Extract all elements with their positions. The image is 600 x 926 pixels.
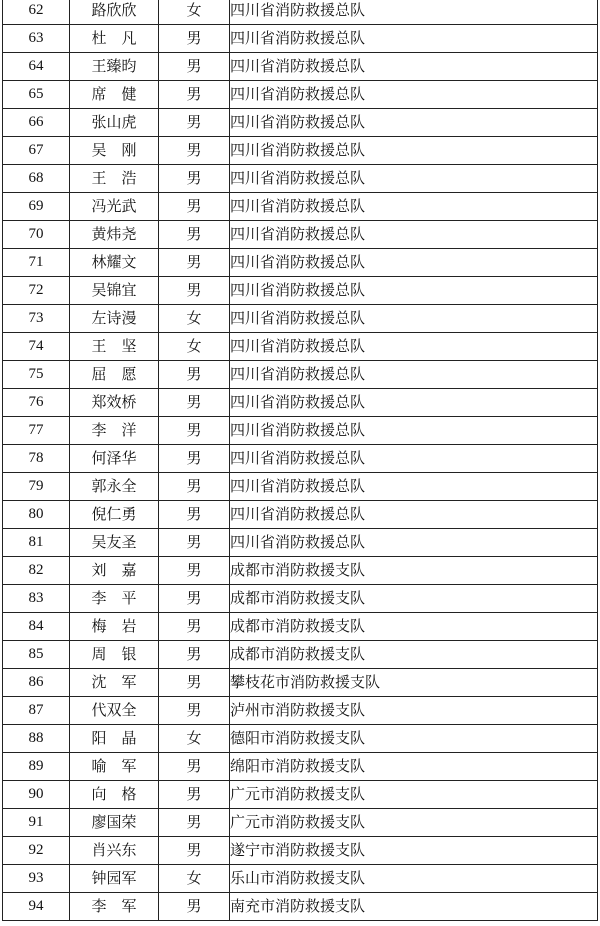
table-row: [3, 865, 598, 893]
name-cell: 王 浩: [70, 165, 159, 193]
unit-cell: 乐山市消防救援支队: [230, 865, 598, 893]
gender-cell: 男: [159, 669, 230, 697]
roster-table-body: [3, 0, 598, 921]
gender-cell: 男: [159, 837, 230, 865]
table-row: [3, 53, 598, 81]
gender-cell: 男: [159, 529, 230, 557]
table-row: [3, 837, 598, 865]
unit-cell: 四川省消防救援总队: [230, 333, 598, 361]
gender-cell: 男: [159, 25, 230, 53]
name-cell: 郭永全: [70, 473, 159, 501]
row-number-cell: 68: [3, 165, 70, 193]
unit-cell: 绵阳市消防救援支队: [230, 753, 598, 781]
name-cell: 林耀文: [70, 249, 159, 277]
unit-cell: 四川省消防救援总队: [230, 361, 598, 389]
row-number-cell: 72: [3, 277, 70, 305]
name-cell: 路欣欣: [70, 0, 159, 25]
row-number-cell: 93: [3, 865, 70, 893]
gender-cell: 女: [159, 333, 230, 361]
unit-cell: 成都市消防救援支队: [230, 641, 598, 669]
unit-cell: 成都市消防救援支队: [230, 585, 598, 613]
table-row: [3, 165, 598, 193]
table-row: [3, 109, 598, 137]
roster-table: [2, 0, 598, 921]
name-cell: 肖兴东: [70, 837, 159, 865]
row-number-cell: 73: [3, 305, 70, 333]
name-cell: 向 格: [70, 781, 159, 809]
table-row: [3, 389, 598, 417]
gender-cell: 男: [159, 277, 230, 305]
table-row: [3, 249, 598, 277]
table-row: [3, 753, 598, 781]
table-row: [3, 137, 598, 165]
row-number-cell: 89: [3, 753, 70, 781]
row-number-cell: 63: [3, 25, 70, 53]
row-number-cell: 88: [3, 725, 70, 753]
row-number-cell: 80: [3, 501, 70, 529]
unit-cell: 四川省消防救援总队: [230, 277, 598, 305]
table-row: [3, 0, 598, 25]
name-cell: 阳 晶: [70, 725, 159, 753]
row-number-cell: 90: [3, 781, 70, 809]
gender-cell: 男: [159, 165, 230, 193]
gender-cell: 男: [159, 893, 230, 921]
table-row: [3, 585, 598, 613]
row-number-cell: 76: [3, 389, 70, 417]
table-row: [3, 669, 598, 697]
row-number-cell: 84: [3, 613, 70, 641]
gender-cell: 男: [159, 249, 230, 277]
table-row: [3, 501, 598, 529]
table-row: [3, 81, 598, 109]
row-number-cell: 67: [3, 137, 70, 165]
name-cell: 何泽华: [70, 445, 159, 473]
row-number-cell: 94: [3, 893, 70, 921]
name-cell: 李 军: [70, 893, 159, 921]
row-number-cell: 62: [3, 0, 70, 25]
gender-cell: 男: [159, 501, 230, 529]
gender-cell: 男: [159, 641, 230, 669]
gender-cell: 男: [159, 809, 230, 837]
table-row: [3, 333, 598, 361]
unit-cell: 德阳市消防救援支队: [230, 725, 598, 753]
row-number-cell: 70: [3, 221, 70, 249]
unit-cell: 四川省消防救援总队: [230, 137, 598, 165]
name-cell: 王臻昀: [70, 53, 159, 81]
gender-cell: 女: [159, 725, 230, 753]
table-row: [3, 417, 598, 445]
gender-cell: 男: [159, 557, 230, 585]
gender-cell: 男: [159, 417, 230, 445]
row-number-cell: 86: [3, 669, 70, 697]
row-number-cell: 82: [3, 557, 70, 585]
unit-cell: 成都市消防救援支队: [230, 557, 598, 585]
row-number-cell: 83: [3, 585, 70, 613]
unit-cell: 攀枝花市消防救援支队: [230, 669, 598, 697]
unit-cell: 四川省消防救援总队: [230, 501, 598, 529]
gender-cell: 男: [159, 361, 230, 389]
gender-cell: 男: [159, 445, 230, 473]
unit-cell: 四川省消防救援总队: [230, 445, 598, 473]
gender-cell: 女: [159, 0, 230, 25]
name-cell: 左诗漫: [70, 305, 159, 333]
row-number-cell: 92: [3, 837, 70, 865]
row-number-cell: 66: [3, 109, 70, 137]
name-cell: 刘 嘉: [70, 557, 159, 585]
gender-cell: 男: [159, 473, 230, 501]
table-row: [3, 25, 598, 53]
row-number-cell: 87: [3, 697, 70, 725]
name-cell: 代双全: [70, 697, 159, 725]
gender-cell: 男: [159, 221, 230, 249]
unit-cell: 四川省消防救援总队: [230, 109, 598, 137]
table-row: [3, 697, 598, 725]
gender-cell: 女: [159, 865, 230, 893]
name-cell: 沈 军: [70, 669, 159, 697]
name-cell: 王 坚: [70, 333, 159, 361]
table-row: [3, 893, 598, 921]
row-number-cell: 85: [3, 641, 70, 669]
table-row: [3, 305, 598, 333]
table-row: [3, 361, 598, 389]
table-row: [3, 221, 598, 249]
gender-cell: 男: [159, 53, 230, 81]
gender-cell: 男: [159, 585, 230, 613]
name-cell: 黄炜尧: [70, 221, 159, 249]
name-cell: 席 健: [70, 81, 159, 109]
row-number-cell: 65: [3, 81, 70, 109]
unit-cell: 四川省消防救援总队: [230, 249, 598, 277]
name-cell: 冯光武: [70, 193, 159, 221]
row-number-cell: 71: [3, 249, 70, 277]
name-cell: 李 洋: [70, 417, 159, 445]
gender-cell: 男: [159, 781, 230, 809]
name-cell: 吴 刚: [70, 137, 159, 165]
row-number-cell: 79: [3, 473, 70, 501]
unit-cell: 泸州市消防救援支队: [230, 697, 598, 725]
name-cell: 周 银: [70, 641, 159, 669]
row-number-cell: 74: [3, 333, 70, 361]
name-cell: 梅 岩: [70, 613, 159, 641]
row-number-cell: 91: [3, 809, 70, 837]
unit-cell: 遂宁市消防救援支队: [230, 837, 598, 865]
gender-cell: 男: [159, 753, 230, 781]
table-row: [3, 277, 598, 305]
gender-cell: 男: [159, 109, 230, 137]
name-cell: 倪仁勇: [70, 501, 159, 529]
name-cell: 屈 愿: [70, 361, 159, 389]
name-cell: 张山虎: [70, 109, 159, 137]
table-row: [3, 781, 598, 809]
table-row: [3, 641, 598, 669]
table-row: [3, 529, 598, 557]
name-cell: 廖国荣: [70, 809, 159, 837]
unit-cell: 四川省消防救援总队: [230, 221, 598, 249]
gender-cell: 男: [159, 613, 230, 641]
row-number-cell: 69: [3, 193, 70, 221]
table-row: [3, 473, 598, 501]
table-row: [3, 725, 598, 753]
unit-cell: 四川省消防救援总队: [230, 389, 598, 417]
unit-cell: 四川省消防救援总队: [230, 53, 598, 81]
unit-cell: 广元市消防救援支队: [230, 809, 598, 837]
unit-cell: 广元市消防救援支队: [230, 781, 598, 809]
unit-cell: 四川省消防救援总队: [230, 529, 598, 557]
table-row: [3, 445, 598, 473]
name-cell: 杜 凡: [70, 25, 159, 53]
gender-cell: 男: [159, 137, 230, 165]
row-number-cell: 75: [3, 361, 70, 389]
row-number-cell: 77: [3, 417, 70, 445]
gender-cell: 男: [159, 697, 230, 725]
unit-cell: 四川省消防救援总队: [230, 0, 598, 25]
table-row: [3, 809, 598, 837]
row-number-cell: 64: [3, 53, 70, 81]
unit-cell: 四川省消防救援总队: [230, 305, 598, 333]
unit-cell: 四川省消防救援总队: [230, 417, 598, 445]
gender-cell: 男: [159, 193, 230, 221]
row-number-cell: 78: [3, 445, 70, 473]
unit-cell: 四川省消防救援总队: [230, 81, 598, 109]
gender-cell: 女: [159, 305, 230, 333]
unit-cell: 四川省消防救援总队: [230, 165, 598, 193]
row-number-cell: 81: [3, 529, 70, 557]
name-cell: 吴锦宜: [70, 277, 159, 305]
unit-cell: 四川省消防救援总队: [230, 473, 598, 501]
name-cell: 喻 军: [70, 753, 159, 781]
gender-cell: 男: [159, 389, 230, 417]
table-row: [3, 557, 598, 585]
unit-cell: 南充市消防救援支队: [230, 893, 598, 921]
unit-cell: 四川省消防救援总队: [230, 193, 598, 221]
unit-cell: 成都市消防救援支队: [230, 613, 598, 641]
table-row: [3, 613, 598, 641]
unit-cell: 四川省消防救援总队: [230, 25, 598, 53]
name-cell: 吴友圣: [70, 529, 159, 557]
gender-cell: 男: [159, 81, 230, 109]
name-cell: 李 平: [70, 585, 159, 613]
name-cell: 郑效桥: [70, 389, 159, 417]
name-cell: 钟园军: [70, 865, 159, 893]
table-row: [3, 193, 598, 221]
